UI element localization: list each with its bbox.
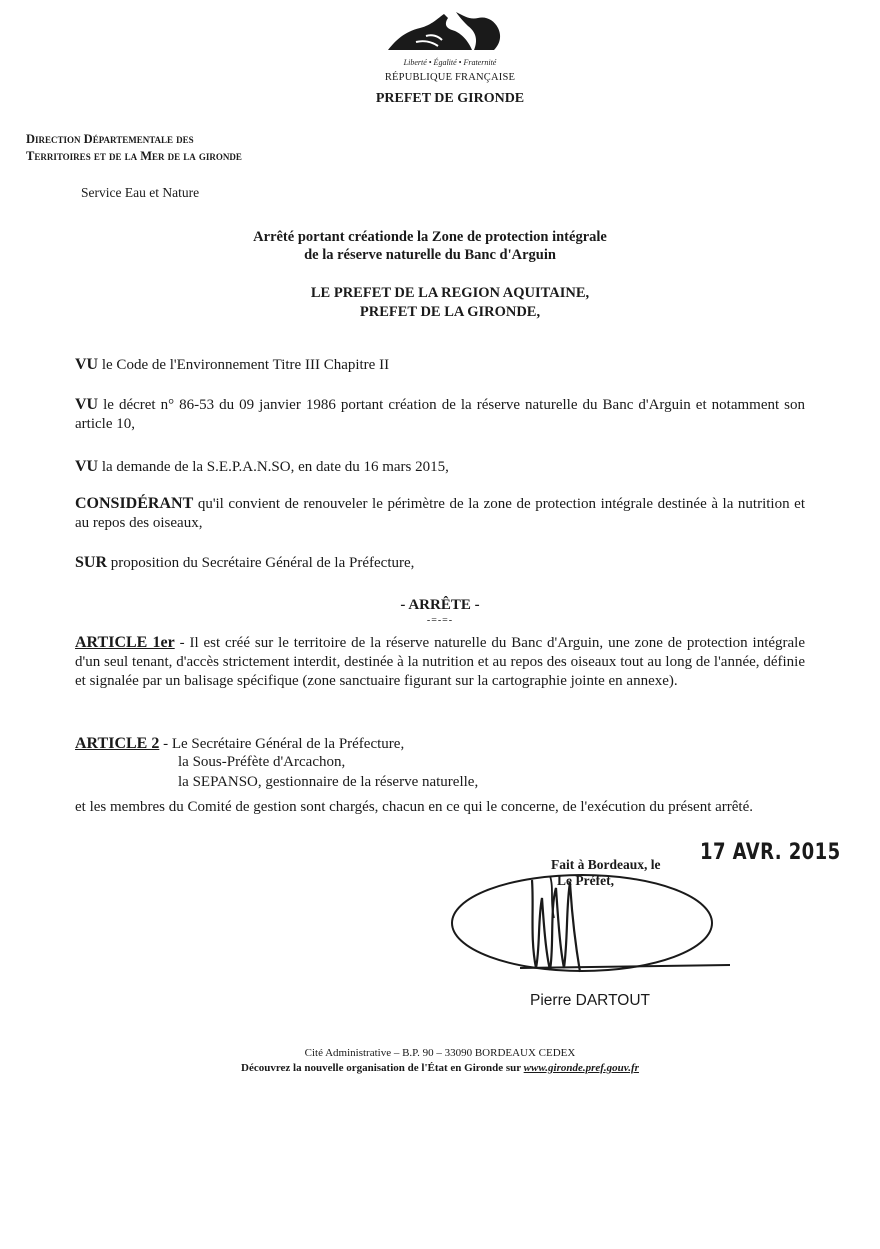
- decree-title-line-2: de la réserve naturelle du Banc d'Arguin: [304, 247, 556, 263]
- visa-text: qu'il convient de renouveler le périmètre de la zone de protection intégrale destinée à la nutrition et au repos des oiseaux,: [75, 496, 805, 531]
- handwritten-signature: [450, 868, 740, 988]
- visa-text: le Code de l'Environnement Titre III Chapitre II: [98, 357, 390, 373]
- decision-decoration: -=-=-: [426, 615, 454, 626]
- date-stamp: 17 AVR. 2015: [700, 840, 841, 865]
- article-1-label: ARTICLE 1er: [75, 634, 175, 651]
- service-name: Service Eau et Nature: [81, 185, 200, 200]
- article-2: [75, 734, 805, 754]
- signing-place: Fait à Bordeaux, le: [551, 857, 661, 872]
- considering-paragraph: [75, 494, 805, 533]
- direction-line-1: Direction Départementale des: [26, 132, 194, 146]
- signer-name: Pierre DARTOUT: [530, 992, 651, 1009]
- visa-keyword: CONSIDÉRANT: [75, 495, 194, 512]
- footer-notice: [180, 1062, 700, 1074]
- republic-label: RÉPUBLIQUE FRANÇAISE: [384, 72, 516, 83]
- issuing-direction: [26, 131, 242, 165]
- article-1: [75, 633, 805, 691]
- article-2-line-1: - Le Secrétaire Général de la Préfecture,: [159, 736, 405, 752]
- footer-address: Cité Administrative – B.P. 90 – 33090 BORDEAUX CEDEX: [304, 1047, 576, 1059]
- decree-title-line-1: Arrêté portant créationde la Zone de protection intégrale: [253, 229, 607, 245]
- direction-line-2: Territoires et de la Mer de la gironde: [26, 149, 242, 163]
- visa-paragraph: [75, 355, 805, 375]
- signer-role: Le Préfet,: [557, 873, 614, 888]
- footer-website-link[interactable]: www.gironde.pref.gouv.fr: [523, 1062, 639, 1074]
- visa-keyword: VU: [75, 396, 99, 413]
- article-2-line-4: et les membres du Comité de gestion sont chargés, chacun en ce qui le concerne, de l'exécution du présent arrêté.: [75, 799, 754, 815]
- visa-keyword: VU: [75, 458, 99, 475]
- authority-line-1: LE PREFET DE LA REGION AQUITAINE,: [310, 285, 590, 301]
- article-1-text: - Il est créé sur le territoire de la réserve naturelle du Banc d'Arguin, une zone de protection intégrale d'un seul tenant, d'accès strictement interdit, destinée à la nutrition et au repos des oiseaux tout au long de l'année, définie et signalée par un balisage spécifique (zone sanctuaire figurant sur la cartographie jointe en annexe).: [75, 635, 805, 689]
- decision-heading: - ARRÊTE -: [400, 597, 480, 613]
- visa-keyword: SUR: [75, 554, 108, 571]
- visa-text: proposition du Secrétaire Général de la Préfecture,: [107, 555, 415, 571]
- authority-line-2: PREFET DE LA GIRONDE,: [359, 304, 541, 320]
- article-2-line-3: la SEPANSO, gestionnaire de la réserve naturelle,: [178, 774, 479, 790]
- republic-motto: Liberté • Égalité • Fraternité: [403, 58, 497, 67]
- visa-text: le décret n° 86-53 du 09 janvier 1986 portant création de la réserve naturelle du Banc d'Arguin et notamment son article 10,: [75, 397, 805, 432]
- visa-text: la demande de la S.E.P.A.N.SO, en date du 16 mars 2015,: [98, 459, 449, 475]
- article-2-label: ARTICLE 2: [75, 735, 160, 752]
- visa-paragraph: [75, 395, 805, 434]
- proposal-paragraph: [75, 553, 805, 573]
- prefecture-title: PREFET DE GIRONDE: [375, 91, 525, 106]
- visa-keyword: VU: [75, 356, 99, 373]
- footer-notice-text: Découvrez la nouvelle organisation de l'État en Gironde sur: [241, 1062, 524, 1074]
- article-2-line-2: la Sous-Préfète d'Arcachon,: [178, 754, 346, 770]
- marianne-logo: [386, 10, 512, 56]
- visa-paragraph: [75, 457, 805, 477]
